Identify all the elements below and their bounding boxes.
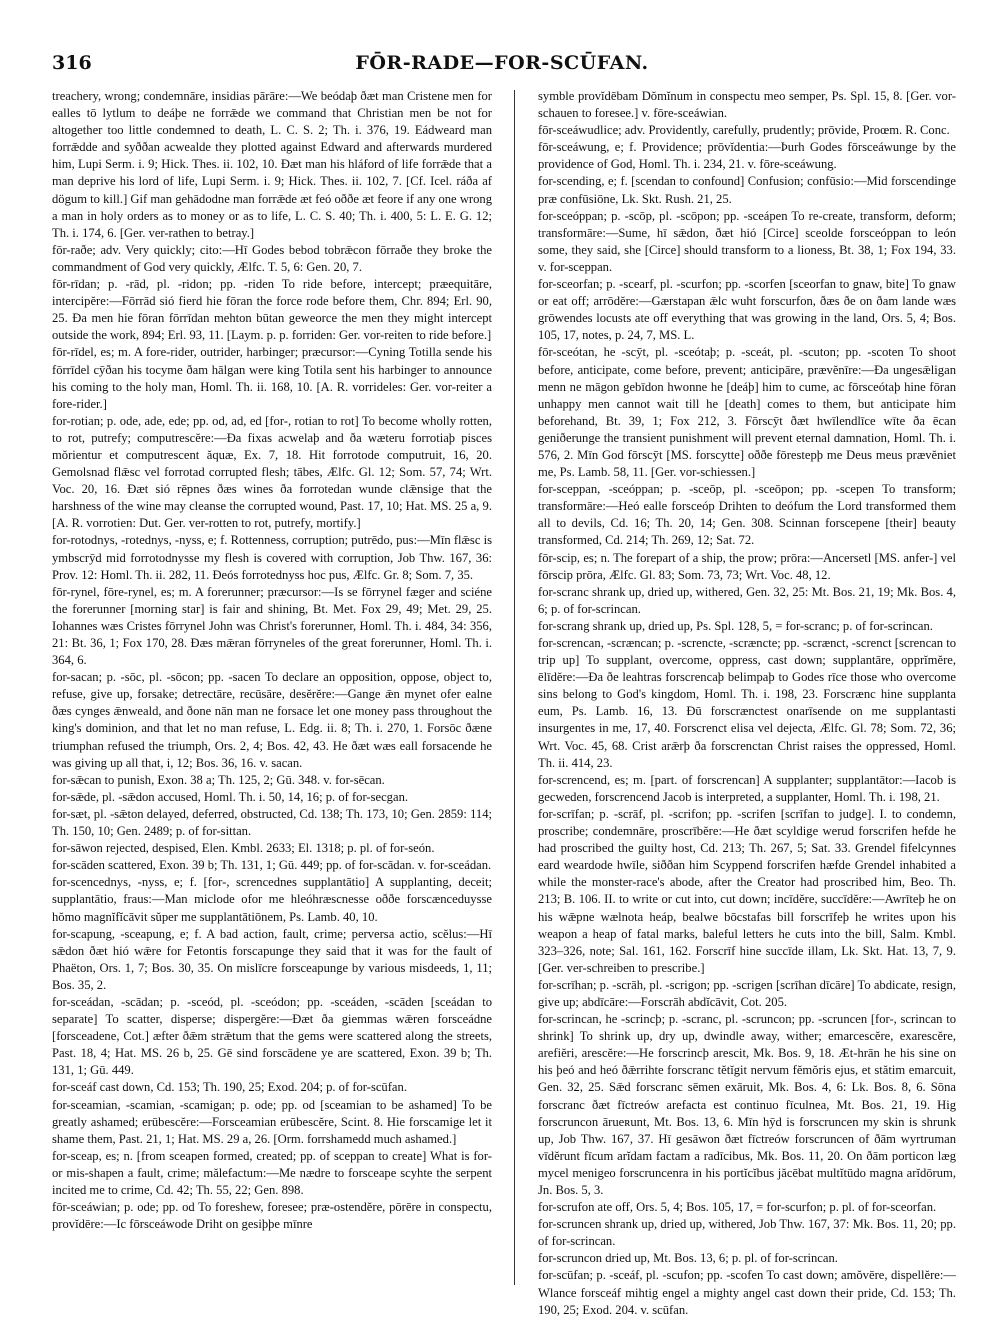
dictionary-entry: fōr-sceáwudlice; adv. Providently, carefully, prudently; prōvide, Proœm. R. Conc.	[538, 123, 950, 138]
dictionary-entry: for-sceppan, -sceóppan; p. -sceōp, pl. -sceōpon; pp. -scepen To transform; transformāre:—Heó ealle forsceóp Drihten to deófum the Lord transformed them all to devils, Cd. 16; Th. 20, 14; Gen. 308. Scinnan forscepene [their] beauty transformed, Cd. 214; Th. 269, 12; Sat. 72.	[538, 482, 956, 548]
right-column	[538, 88, 956, 1317]
dictionary-entry: for-scruncon dried up, Mt. Bos. 13, 6; p. pl. of for-scrincan.	[538, 1251, 838, 1266]
dictionary-entry: for-sceóppan; p. -scōp, pl. -scōpon; pp. -sceápen To re-create, transform, deform; transformāre:—Sume, hī sǣdon, ðæt hió [Circe] sceolde forsceóppan to león some, they said, she [Circe] should transform to a lioness, Bt. 38, 1; Fox 194, 33. v. for-sceppan.	[538, 208, 956, 274]
page-number: 316	[52, 52, 92, 74]
dictionary-entry: fōr-sceáwian; p. ode; pp. od To foreshew, foresee; præ-ostendĕre, pōrēre in conspectu, provĭdēre:—Ic fōrsceáwode Driht on gesiþþe mīnre	[52, 1200, 492, 1232]
dictionary-entry: fōr-sceótan, he -scȳt, pl. -sceótaþ; p. -sceát, pl. -scuton; pp. -scoten To shoot before, anticipate, come before, prevent; anticipāre, prævĕnīre:—Ða ungesǣligan menn ne māgon gebīdon hwonne he [deáþ] him to cume, ac fōrsceótaþ hine fōran unhappy men cannot wait till he [death] comes to them, but anticipate him beforehand, Bt. 39, 1; Fox 212, 3. Fōrscȳt ðæt hwīlendlīce wīte ða ēcan geniðerunge the transient punishment will prevent eternal damnation, Homl. Th. i. 576, 2. Mīn God fōrscȳt [MS. forscytte] oððe fōrestepþ me Deus meus prævĕniet me, Ps. Lamb. 58, 11. [Ger. vor-schiessen.]	[538, 345, 956, 480]
dictionary-entry: fōr-scip, es; n. The forepart of a ship, the prow; prōra:—Ancersetl [MS. anfer-] vel fōrscip prōra, Ælfc. Gl. 83; Som. 73, 73; Wrt. Voc. 48, 12.	[538, 550, 956, 582]
dictionary-entry: for-sæt, pl. -sǣton delayed, deferred, obstructed, Cd. 138; Th. 173, 10; Gen. 2859: 114; Th. 150, 10; Gen. 2489; p. of for-sittan.	[52, 806, 492, 839]
dictionary-entry: fōr-sceáwung, e; f. Providence; prōvĭdentia:—Þurh Godes fōrsceáwunge by the providence of God, Homl. Th. i. 234, 21. v. fōre-sceáwung.	[538, 140, 956, 172]
dictionary-entry: for-scrīfan; p. -scrāf, pl. -scrifon; pp. -scrifen [scrīfan to judge]. I. to condemn, proscribe; condemnāre, proscrībĕre:—He ðæt scyldige werud forscrifen hefde he had proscribed the guilty host, Cd. 213; Th. 267, 5; Sat. 33. Grendel fifelcynnes eard weardode hwīle, siððan him Scyppend forscrifen hæfde Grendel inhabited a while the monster-race's abode, after the Creator had proscribed him, Beo. Th. 213; B. 106. II. to write or cut into, cut down; incīdĕre, succīdĕre:—Awrīteþ he on his wǣpne wælnota heáp, bealwe bōcstafas bill forscrīfeþ he writes upon his weapon a heap of fatal marks, baleful letters he cuts into the bill, Salm. Kmbl. 323–326, note; Sal. 161, 162. Forscrīf hine succīde illam, Lk. Skt. Hat. 13, 7, 9. [Ger. ver-schreiben to prescribe.]	[538, 806, 956, 975]
dictionary-entry: for-scapung, -sceapung, e; f. A bad action, fault, crime; perversa actio, scĕlus:—Hī sǣdon ðæt hió wǣre for Fetontis forscapunge they said that it was for the fault of Phaëton, Ors. 1, 7; Bos. 30, 35. On mislīcre forsceapunge by various misdeeds, 1, 11; Bos. 35, 2.	[52, 926, 492, 992]
dictionary-entry: for-sǣde, pl. -sǣdon accused, Homl. Th. i. 50, 14, 16; p. of for-secgan.	[52, 789, 409, 804]
dictionary-entry: for-sceáf cast down, Cd. 153; Th. 190, 25; Exod. 204; p. of for-scūfan.	[52, 1080, 407, 1095]
dictionary-entry: for-scrang shrank up, dried up, Ps. Spl. 128, 5, = for-scranc; p. of for-scrincan.	[538, 618, 933, 633]
dictionary-entry: for-sceamian, -scamian, -scamigan; p. ode; pp. od [sceamian to be ashamed] To be greatly ashamed; erūbescĕre:—Forsceamian erūbescĕre, Scint. 8. Hie forscamige let it shame them, Past. 21, 1; Hat. MS. 29 a, 26. [Orm. forrshamedd much ashamed.]	[52, 1097, 492, 1146]
dictionary-entry: fōr-rynel, fōre-rynel, es; m. A forerunner; præcursor:—Is se fōrrynel fæger and sciéne the forerunner [morning star] is fair and shining, Bt. Met. Fox 29, 49; Met. 29, 25. Iohannes wæs Cristes fōrrynel John was Christ's forerunner, Homl. Th. i. 484, 34: 356, 21: Bt. 36, 1; Fox 170, 28. Ðæs mǣran fōrryneles of the great forerunner, Homl. Th. i. 364, 6.	[52, 584, 492, 668]
column-divider	[514, 90, 515, 1285]
dictionary-entry: for-sāwon rejected, despised, Elen. Kmbl. 2633; El. 1318; p. pl. of for-seón.	[52, 841, 435, 856]
dictionary-entry: for-sceádan, -scādan; p. -sceód, pl. -sceódon; pp. -sceáden, -scāden [sceádan to separate] To scatter, disperse; dispergĕre:—Ðæt ða giemmas wǣren forsceádne [forsceadene, Cot.] æfter ðǣm strǣtum that the gems were scattered along the streets, Past. 18, 4; Hat. MS. 26 b, 25. Gē sind forscādene ye are scattered, Exon. 39 b; Th. 131, 1; Gū. 449.	[52, 994, 492, 1078]
dictionary-entry: for-scrīhan; p. -scrāh, pl. -scrigon; pp. -scrigen [scrīhan dīcāre] To abdicate, resign, give up; abdīcāre:—Forscrāh abdĭcāvit, Cot. 205.	[538, 977, 956, 1009]
dictionary-entry: for-scrufon ate off, Ors. 5, 4; Bos. 105, 17, = for-scurfon; p. pl. of for-sceorfan.	[538, 1200, 937, 1215]
dictionary-entry: for-sceorfan; p. -scearf, pl. -scurfon; pp. -scorfen [sceorfan to gnaw, bite] To gnaw or eat off; arrōdĕre:—Gærstapan ǣlc wuht forscurfon, ðæs ðe on ðam lande wæs grōwendes locusts ate off everything that was growing in the land, Ors. 5, 4; Bos. 105, 17, notes, p. 24, 7, MS. L.	[538, 277, 956, 343]
dictionary-entry: for-scāden scattered, Exon. 39 b; Th. 131, 1; Gū. 449; pp. of for-scādan. v. for-sceádan.	[52, 858, 492, 873]
dictionary-entry: for-scūfan; p. -sceáf, pl. -scufon; pp. -scofen To cast down; amŏvēre, dispellĕre:—Wlance forsceáf mihtig engel a mighty angel cast down their pride, Cd. 153; Th. 190, 25; Exod. 204. v. scūfan.	[538, 1268, 956, 1317]
left-column	[52, 88, 492, 1293]
dictionary-entry: for-scrincan, he -scrincþ; p. -scranc, pl. -scruncon; pp. -scruncen [for-, scrincan to shrink] To shrink up, dry up, dwindle away, wither; emarcescĕre, exarescĕre, arefiĕri, arescĕre:—He forscrincþ arescit, Mk. Bos. 9, 18. Æt-hrān he his sine on his þeó and heó ðǣrrihte forscranc tĕtĭgit nervum fĕmŏris ejus, et stătim emarcuit, Gen. 32, 25. Sǣd forscranc sēmen exāruit, Mk. Bos. 4, 6: Lk. Bos. 8, 6. Sōna forscranc ðæt fīctreów arefacta est continuo fīculnea, Mt. Bos. 21, 19. Hig forscruncon ārueʀunt, Mt. Bos. 13, 6. Mīn hȳd is forscruncen my skin is shrunk up, Job Thw. 167, 37. Hī gesāwon ðæt fīctreów forscruncen of ðām wyrtruman vīdĕrunt fīcum arĭdam factam a radīcibus, Mk. Bos. 11, 20. On ðām porticon læg mycel menigeo forscruncenra in his portĭcĭbus jăcēbat multĭtūdo magna arĭdōrum, Jn. Bos. 5, 3.	[538, 1012, 956, 1197]
dictionary-entry: fōr-rīdan; p. -rād, pl. -ridon; pp. -riden To ride before, intercept; præequitāre, intercipĕre:—Fōrrād sió fierd hie fōran the force rode before them, Chr. 894; Erl. 90, 25. Ða men hie fōran fōrrīdan mehton būtan geweorce the men they might intercept outside the work, 894; Erl. 93, 11. [Laym. p. p. forriden: Ger. vor-reiten to ride before.]	[52, 277, 492, 343]
page-header	[52, 52, 952, 82]
dictionary-entry: symble provĭdēbam Dŏmĭnum in conspectu meo semper, Ps. Spl. 15, 8. [Ger. vor-schauen to foresee.] v. fōre-sceáwian.	[538, 89, 956, 121]
dictionary-entry: for-rotian; p. ode, ade, ede; pp. od, ad, ed [for-, rotian to rot] To become wholly rotten, to rot, putrefy; computrescĕre:—Ða fixas acwelaþ and ða wæteru forrotiaþ pisces mŏrientur et computrescent ăquæ, Ex. 7, 18. Hit forrotode computruit, 16, 20. Gemolsnad flǣsc vel forrotad corrupted flesh; tābes, Ælfc. Gl. 12; Som. 57, 74; Wrt. Voc. 20, 16. Ðæt sió rēpnes ðæs wines ða forrotedan wunde clǣnsige that the harshness of the wine may cleanse the corrupted wound, Past. 17, 10; Hat. MS. 25 a, 9. [A. R. vorrotien: Dut. Ger. ver-rotten to rot, putrefy, mortify.]	[52, 413, 492, 531]
dictionary-entry: fōr-raðe; adv. Very quickly; cito:—Hī Godes bebod tobrǣcon fōrraðe they broke the commandment of God very quickly, Ælfc. T. 5, 6: Gen. 20, 7.	[52, 242, 492, 274]
dictionary-entry: for-screncan, -scræncan; p. -screncte, -scræncte; pp. -scrænct, -screnct [screncan to trip up] To supplant, overcome, oppress, cast down; supplantāre, opprĭmĕre, ēlīdĕre:—Ða ðe leahtras forscrencaþ belimpaþ to Godes rīce those who overcome sins belong to God's kingdom, Homl. Th. i. 198, 23. Forscrænc hine supplanta eum, Ps. Lamb. 16, 13. Ðū forscrænctest onarīsende on me supplantasti insurgentes in me, 17, 40. Forscrenct elisa vel dejecta, Ælfc. Gl. 78; Som. 72, 36; Wrt. Voc. 45, 68. Crist arǣrþ ða forscrenctan Christ raises the oppressed, Homl. Th. ii. 414, 23.	[538, 636, 956, 770]
dictionary-entry: for-screncend, es; m. [part. of forscrencan] A supplanter; supplantātor:—Iacob is gecweden, forscrencend Jacob is interpreted, a supplanter, Homl. Th. i. 198, 21.	[538, 772, 956, 804]
dictionary-entry: for-sceap, es; n. [from sceapen formed, created; pp. of sceppan to create] What is for- or mis-shapen a fault, crime; mălefactum:—Me nædre to forsceape scyhte the serpent incited me to crime, Cd. 42; Th. 55, 22; Gen. 898.	[52, 1148, 492, 1197]
running-head: FŌR-RADE—FOR-SCŪFAN.	[355, 52, 649, 74]
dictionary-entry: for-scruncen shrank up, dried up, withered, Job Thw. 167, 37: Mk. Bos. 11, 20; pp. of for-scrincan.	[538, 1217, 956, 1249]
dictionary-entry: for-scending, e; f. [scendan to confound] Confusion; confūsio:—Mid forscendinge præ confūsiōne, Lk. Skt. Rush. 21, 25.	[538, 174, 956, 206]
dictionary-entry: for-sǣcan to punish, Exon. 38 a; Th. 125, 2; Gū. 348. v. for-sēcan.	[52, 772, 385, 787]
dictionary-entry: for-scencednys, -nyss, e; f. [for-, screncednes supplantātio] A supplanting, deceit; supplantātio, fraus:—Man miclode ofor me hleóhræscnesse oððe forscænceduysse hŏmo magnĭfĭcāvit sŭper me supplantātiōnem, Ps. Lamb. 40, 10.	[52, 875, 492, 924]
dictionary-entry: for-rotodnys, -rotednys, -nyss, e; f. Rottenness, corruption; putrēdo, pus:—Mīn flǣsc is ymbscrȳd mid forrotodnysse my flesh is covered with corruption, Job Thw. 167, 36: Prov. 12: Homl. Th. ii. 282, 11. Ðeós forrotednyss hoc pus, Ælfc. Gr. 8; Som. 7, 35.	[52, 533, 492, 582]
dictionary-entry: for-scranc shrank up, dried up, withered, Gen. 32, 25: Mt. Bos. 21, 19; Mk. Bos. 4, 6; p. of for-scrincan.	[538, 584, 956, 616]
dictionary-entry: fōr-rīdel, es; m. A fore-rider, outrider, harbinger; præcursor:—Cyning Totilla sende his fōrrīdel cȳðan his tocyme ðam hālgan were king Totila sent his harbinger to announce his coming to the holy man, Homl. Th. ii. 168, 10. [A. R. vorrideles: Ger. vor-reiter a fore-rider.]	[52, 345, 492, 411]
dictionary-entry: treachery, wrong; condemnāre, insidias pārāre:—We beódaþ ðæt man Cristene men for ealles tō lytlum to deáþe ne forrǣde we command that Christian men be not for altogether too little condemned to death, L. C. S. 2; Th. i. 376, 19. Eádweard man forrǣdde and syððan acwealde they plotted against Edward and afterwards murdered him, Lupi Serm. i. 9; Hick. Thes. ii. 102, 10. Ðæt man his hláford of life forrǣde that a man deprive his lord of life, Lupi Serm. i. 9; Hick. Thes. ii. 102, 7. [Cf. Icel. ráða af dögum to kill.] Gif man gehādodne man forrǣde æt feó oððe æt feore if any one wrong a man in holy orders as to money or as to life, L. C. S. 40; Th. i. 400, 5: L. E. G. 12; Th. i. 174, 6. [Ger. ver-rathen to betray.]	[52, 89, 492, 240]
dictionary-entry: for-sacan; p. -sōc, pl. -sōcon; pp. -sacen To declare an opposition, oppose, object to, refuse, give up, forsake; detrectāre, recūsāre, desĕrĕre:—Gange ǣn mynet ofer ealne ðæs cynges ǣnweald, and ðone nān man ne forsace let one money pass throughout the king's dominion, and that let no man refuse, L. Edg. ii. 8; Th. i. 270, 1. Forsōc ðæne triumphan refused the triumph, Ors. 2, 4; Bos. 42, 43. He ðæt wæs eall forsacende he was giving up all that, i, 12; Bos. 36, 16. v. sacan.	[52, 670, 492, 770]
